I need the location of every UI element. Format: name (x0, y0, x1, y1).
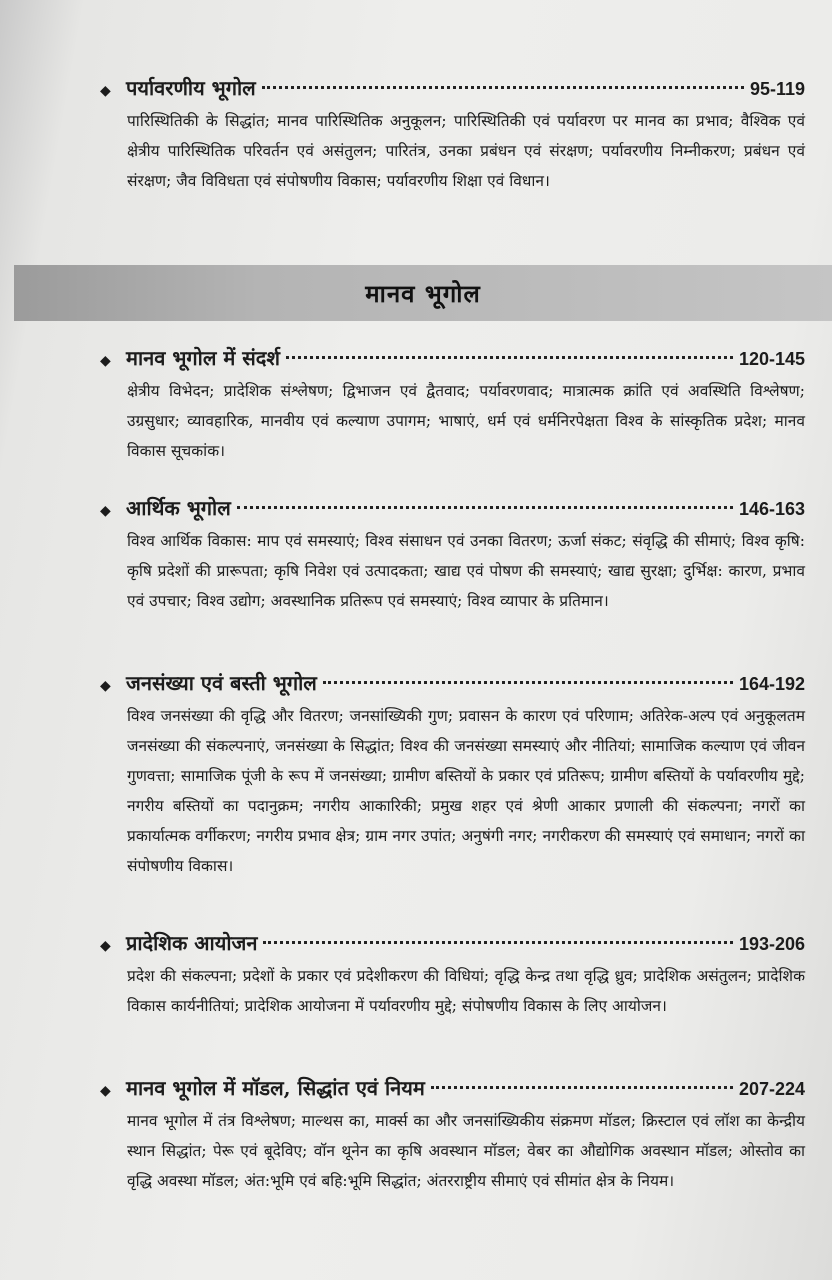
toc-entry-perspectives (100, 340, 805, 466)
entry-description: प्रदेश की संकल्पना; प्रदेशों के प्रकार एवं प्रदेशीकरण की विधियां; वृद्धि केन्द्र तथा वृद्धि ध्रुव; प्रादेशिक असंतुलन; प्रादेशिक विकास कार्यनीतियां; प्रादेशिक आयोजना में पर्यावरणीय मुद्दे; संपोषणीय विकास के लिए आयोजन। (127, 967, 805, 1015)
entry-description: मानव भूगोल में तंत्र विश्लेषण; माल्थस का, मार्क्स का और जनसांख्यिकीय संक्रमण मॉडल; क्रिस्टाल एवं लॉश का केन्द्रीय स्थान सिद्धांत; पेरू एवं बूदेविए; वॉन थूनेन का कृषि अवस्थान मॉडल; वेबर का औद्योगिक अवस्थान मॉडल; ओस्तोव का वृद्धि अवस्था मॉडल; अंत:भूमि एवं बहि:भूमि सिद्धांत; अंतरराष्ट्रीय सीमाएं एवं सीमांत क्षेत्र के नियम। (127, 1112, 805, 1190)
entry-description: विश्व आर्थिक विकास: माप एवं समस्याएं; विश्व संसाधन एवं उनका वितरण; ऊर्जा संकट; संवृद्धि की सीमाएं; विश्व कृषि: कृषि प्रदेशों की प्रारूपता; कृषि निवेश एवं उत्पादकता; खाद्य एवं पोषण की समस्याएं; खाद्य सुरक्षा; दुर्भिक्ष: कारण, प्रभाव एवं उपचार; विश्व उद्योग; अवस्थानिक प्रतिरूप एवं समस्याएं; विश्व व्यापार के प्रतिमान। (127, 532, 805, 610)
dot-leader (262, 86, 744, 89)
page-range: 146-163 (738, 499, 805, 519)
entry-description: विश्व जनसंख्या की वृद्धि और वितरण; जनसांख्यिकी गुण; प्रवासन के कारण एवं परिणाम; अतिरेक-अल्प एवं अनुकूलतम जनसंख्या की संकल्पनाएं, जनसंख्या के सिद्धांत; विश्व की जनसंख्या समस्याएं और नीतियां; सामाजिक कल्याण एवं जीवन गुणवत्ता; सामाजिक पूंजी के रूप में जनसंख्या; ग्रामीण बस्तियों के प्रकार एवं प्रतिरूप; ग्रामीण बस्तियों के पर्यावरणीय मुद्दे; नगरीय बस्तियों का पदानुक्रम; नगरीय आकारिकी; प्रमुख शहर एवं श्रेणी आकार प्रणाली की संकल्पना; नगरों का प्रकार्यात्मक वर्गीकरण; नगरीय प्रभाव क्षेत्र; ग्राम नगर उपांत; अनुषंगी नगर; नगरीकरण की समस्याएं एवं समाधान; नगरों का संपोषणीय विकास। (127, 707, 805, 875)
page-range: 95-119 (749, 79, 805, 99)
toc-entry-environmental-geography (100, 70, 805, 196)
diamond-bullet-icon: ◆ (100, 1083, 111, 1099)
page-range: 207-224 (738, 1079, 805, 1099)
entry-heading (100, 70, 805, 106)
dot-leader (263, 941, 732, 944)
diamond-bullet-icon: ◆ (100, 678, 111, 694)
toc-entry-economic-geography (100, 490, 805, 616)
entry-description: क्षेत्रीय विभेदन; प्रादेशिक संश्लेषण; द्विभाजन एवं द्वैतवाद; पर्यावरणवाद; मात्रात्मक क्रांति एवं अवस्थिति विश्लेषण; उग्रसुधार; व्यावहारिक, मानवीय एवं कल्याण उपागम; भाषाएं, धर्म एवं धर्मनिरपेक्षता विश्व के सांस्कृतिक प्रदेश; मानव विकास सूचकांक। (127, 382, 805, 460)
entry-heading (100, 925, 805, 961)
toc-entry-regional-planning (100, 925, 805, 1021)
section-heading-band (14, 265, 832, 321)
diamond-bullet-icon: ◆ (100, 503, 111, 519)
toc-entry-population-settlement (100, 665, 805, 881)
entry-heading (100, 340, 805, 376)
dot-leader (323, 681, 733, 684)
dot-leader (431, 1086, 733, 1089)
diamond-bullet-icon: ◆ (100, 353, 111, 369)
entry-heading (100, 490, 805, 526)
diamond-bullet-icon: ◆ (100, 938, 111, 954)
diamond-bullet-icon: ◆ (100, 83, 111, 99)
page-range: 120-145 (738, 349, 805, 369)
entry-title: मानव भूगोल में मॉडल, सिद्धांत एवं नियम (126, 1076, 425, 1100)
entry-heading (100, 665, 805, 701)
page-range: 164-192 (738, 674, 805, 694)
entry-title: प्रादेशिक आयोजन (126, 931, 258, 955)
entry-title: मानव भूगोल में संदर्श (126, 346, 281, 370)
page-range: 193-206 (738, 934, 805, 954)
dot-leader (286, 356, 733, 359)
entry-heading (100, 1070, 805, 1106)
section-title: मानव भूगोल (365, 278, 481, 308)
toc-entry-models-theories (100, 1070, 805, 1196)
entry-title: आर्थिक भूगोल (126, 496, 231, 520)
entry-title: जनसंख्या एवं बस्ती भूगोल (126, 671, 317, 695)
dot-leader (237, 506, 733, 509)
entry-title: पर्यावरणीय भूगोल (126, 76, 256, 100)
entry-description: पारिस्थितिकी के सिद्धांत; मानव पारिस्थितिक अनुकूलन; पारिस्थितिकी एवं पर्यावरण पर मानव का प्रभाव; वैश्विक एवं क्षेत्रीय पारिस्थितिक परिवर्तन एवं असंतुलन; पारितंत्र, उनका प्रबंधन एवं संरक्षण; पर्यावरणीय निम्नीकरण; प्रबंधन एवं संरक्षण; जैव विविधता एवं संपोषणीय विकास; पर्यावरणीय शिक्षा एवं विधान। (127, 112, 805, 190)
